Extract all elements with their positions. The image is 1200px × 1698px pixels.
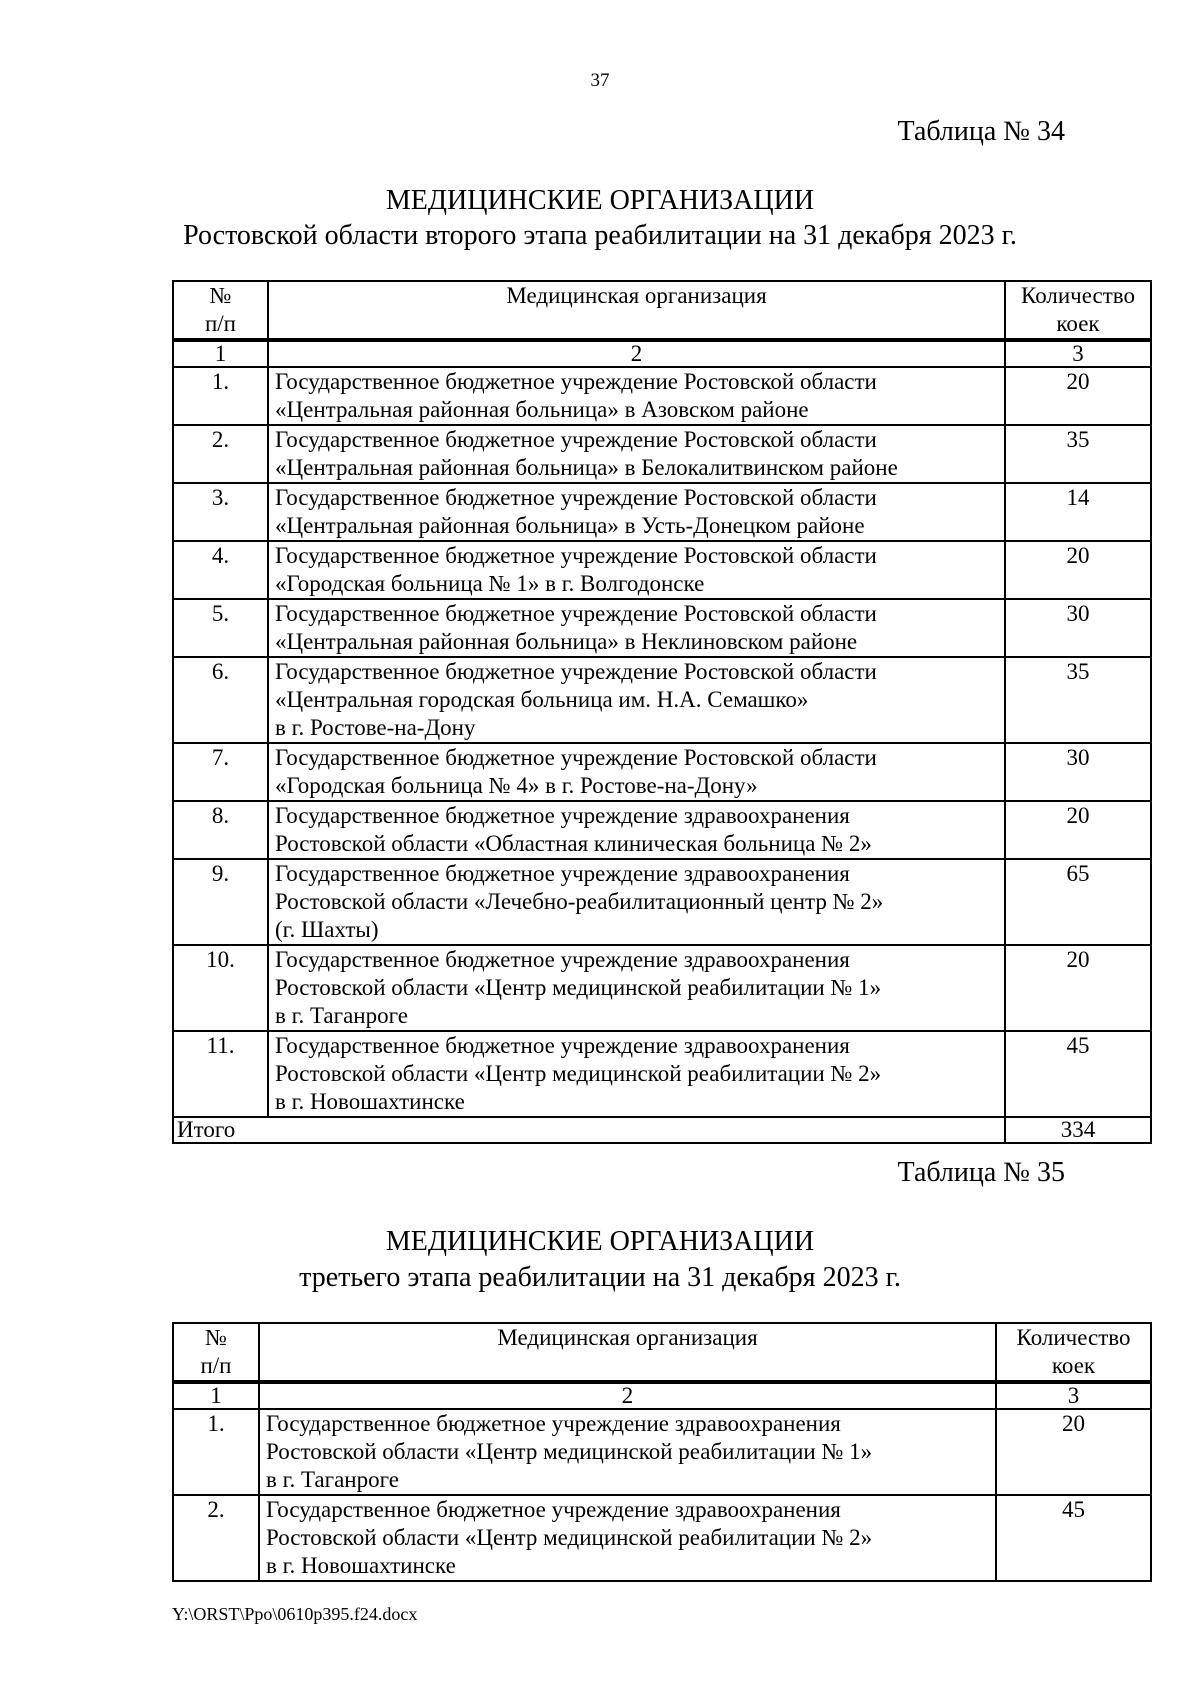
page-number: 37 <box>590 70 610 91</box>
table-row <box>173 657 1151 743</box>
row-bed-count: 20 <box>1005 367 1151 425</box>
row-organization: Государственное бюджетное учреждение Ростовской области «Центральная районная больница» в Усть-Донецком районе <box>268 483 1005 541</box>
table-35 <box>172 1322 1152 1582</box>
table-row <box>173 425 1151 483</box>
table-row <box>173 1495 1151 1581</box>
table-34-label: Таблица № 34 <box>897 116 1065 147</box>
table-row <box>173 801 1151 859</box>
row-organization: Государственное бюджетное учреждение здравоохранения Ростовской области «Областная клиническая больница № 2» <box>268 801 1005 859</box>
table-row <box>173 483 1151 541</box>
row-organization: Государственное бюджетное учреждение Ростовской области «Центральная районная больница» в Белокалитвинском районе <box>268 425 1005 483</box>
row-organization: Государственное бюджетное учреждение здравоохранения Ростовской области «Центр медицинской реабилитации № 2» в г. Новошахтинске <box>268 1031 1005 1117</box>
row-number: 1. <box>173 1409 259 1495</box>
header-num: № п/п <box>173 281 268 340</box>
row-number: 10. <box>173 945 268 1031</box>
total-label: Итого <box>173 1117 1005 1143</box>
row-number: 11. <box>173 1031 268 1117</box>
table-row <box>173 859 1151 945</box>
index-cell: 2 <box>259 1382 996 1409</box>
table-row <box>173 743 1151 801</box>
row-bed-count: 45 <box>1005 1031 1151 1117</box>
row-organization: Государственное бюджетное учреждение здравоохранения Ростовской области «Центр медицинской реабилитации № 1» в г. Таганроге <box>259 1409 996 1495</box>
row-organization: Государственное бюджетное учреждение Ростовской области «Центральная городская больница им. Н.А. Семашко» в г. Ростове-на-Дону <box>268 657 1005 743</box>
row-bed-count: 30 <box>1005 743 1151 801</box>
row-number: 9. <box>173 859 268 945</box>
index-cell: 1 <box>173 340 268 367</box>
table-row <box>173 541 1151 599</box>
row-bed-count: 30 <box>1005 599 1151 657</box>
row-organization: Государственное бюджетное учреждение здравоохранения Ростовской области «Лечебно-реабилитационный центр № 2» (г. Шахты) <box>268 859 1005 945</box>
header-org: Медицинская организация <box>268 281 1005 340</box>
table-row <box>173 367 1151 425</box>
row-organization: Государственное бюджетное учреждение Ростовской области «Городская больница № 1» в г. Волгодонске <box>268 541 1005 599</box>
row-bed-count: 65 <box>1005 859 1151 945</box>
header-count: Количество коек <box>1005 281 1151 340</box>
row-organization: Государственное бюджетное учреждение Ростовской области «Городская больница № 4» в г. Ростове-на-Дону» <box>268 743 1005 801</box>
table-row <box>173 1031 1151 1117</box>
footer-file-path: Y:\ORST\Ppo\0610p395.f24.docx <box>172 1604 418 1624</box>
table-row <box>173 599 1151 657</box>
table-35-label: Таблица № 35 <box>897 1157 1065 1188</box>
index-cell: 3 <box>996 1382 1151 1409</box>
row-bed-count: 35 <box>1005 657 1151 743</box>
row-bed-count: 20 <box>1005 801 1151 859</box>
row-number: 6. <box>173 657 268 743</box>
row-organization: Государственное бюджетное учреждение здравоохранения Ростовской области «Центр медицинской реабилитации № 1» в г. Таганроге <box>268 945 1005 1031</box>
table-row <box>173 1409 1151 1495</box>
table-header-row <box>173 281 1151 340</box>
row-organization: Государственное бюджетное учреждение Ростовской области «Центральная районная больница» в Неклиновском районе <box>268 599 1005 657</box>
table-index-row <box>173 340 1151 367</box>
header-num: № п/п <box>173 1323 259 1382</box>
row-number: 3. <box>173 483 268 541</box>
index-cell: 2 <box>268 340 1005 367</box>
table-35-title: МЕДИЦИНСКИЕ ОРГАНИЗАЦИИ <box>385 1226 815 1257</box>
row-number: 2. <box>173 1495 259 1581</box>
table-row <box>173 945 1151 1031</box>
row-number: 8. <box>173 801 268 859</box>
row-bed-count: 20 <box>1005 541 1151 599</box>
header-count: Количество коек <box>996 1323 1151 1382</box>
row-number: 4. <box>173 541 268 599</box>
total-value: 334 <box>1005 1117 1151 1143</box>
row-bed-count: 14 <box>1005 483 1151 541</box>
table-34-subtitle: Ростовской области второго этапа реабилитации на 31 декабря 2023 г. <box>183 220 1017 251</box>
row-bed-count: 45 <box>996 1495 1151 1581</box>
table-header-row <box>173 1323 1151 1382</box>
row-number: 1. <box>173 367 268 425</box>
table-34-title: МЕДИЦИНСКИЕ ОРГАНИЗАЦИИ <box>385 185 815 216</box>
index-cell: 3 <box>1005 340 1151 367</box>
row-number: 2. <box>173 425 268 483</box>
row-bed-count: 20 <box>996 1409 1151 1495</box>
header-org: Медицинская организация <box>259 1323 996 1382</box>
table-34 <box>172 280 1152 1144</box>
row-bed-count: 20 <box>1005 945 1151 1031</box>
index-cell: 1 <box>173 1382 259 1409</box>
row-number: 5. <box>173 599 268 657</box>
row-number: 7. <box>173 743 268 801</box>
row-bed-count: 35 <box>1005 425 1151 483</box>
table-index-row <box>173 1382 1151 1409</box>
table-35-subtitle: третьего этапа реабилитации на 31 декабря 2023 г. <box>299 1262 901 1293</box>
row-organization: Государственное бюджетное учреждение здравоохранения Ростовской области «Центр медицинской реабилитации № 2» в г. Новошахтинске <box>259 1495 996 1581</box>
row-organization: Государственное бюджетное учреждение Ростовской области «Центральная районная больница» в Азовском районе <box>268 367 1005 425</box>
table-total-row <box>173 1117 1151 1143</box>
